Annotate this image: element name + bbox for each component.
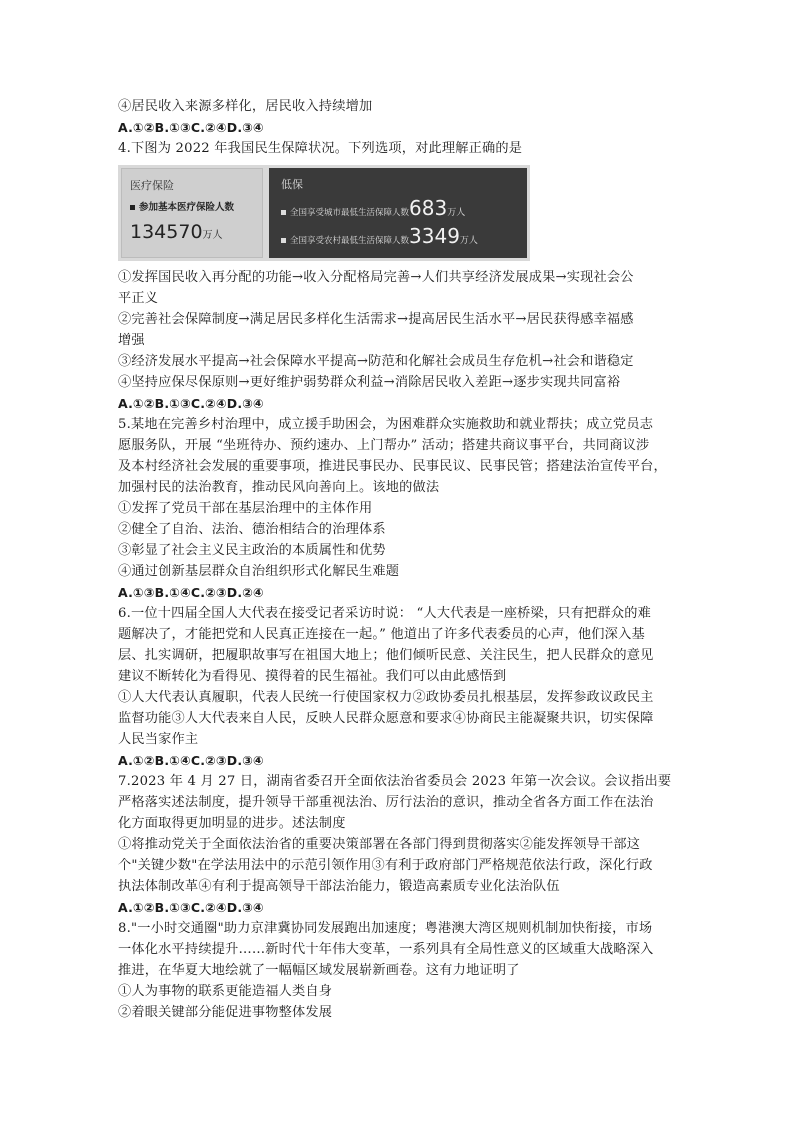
text-line: ③彰显了社会主义民主政治的本质属性和优势	[118, 543, 386, 558]
text-line: ②完善社会保障制度→满足居民多样化生活需求→提高居民生活水平→居民获得感幸福感	[118, 312, 634, 327]
medical-insurance-panel	[121, 168, 263, 258]
bullet-square-icon	[281, 238, 286, 243]
text-line: 执法体制改革④有利于提高领导干部法治能力，锻造高素质专业化法治队伍	[118, 879, 560, 894]
bullet-square-icon	[130, 205, 135, 210]
text-line: ④通过创新基层群众自治组织形式化解民生难题	[118, 564, 400, 579]
text-line: ④居民收入来源多样化，居民收入持续增加	[118, 99, 373, 114]
question-6-stem: 6.一位十四届全国人大代表在接受记者采访时说： “人大代表是一座桥梁，只有把群众的难	[118, 606, 652, 621]
text-line: 平正义	[118, 291, 159, 306]
text-line: ①将推动党关于全面依法治省的重要决策部署在各部门得到贯彻落实②能发挥领导干部这	[118, 837, 641, 852]
panel-label: 参加基本医疗保险人数	[139, 202, 235, 213]
text-line: 层、扎实调研，把履职故事写在祖国大地上；他们倾听民意、关注民生，把人民群众的意见	[118, 648, 654, 663]
text-line: 增强	[118, 333, 145, 348]
text-line: 愿服务队，开展 “坐班待办、预约速办、上门帮办” 活动；搭建共商议事平台，共同商议涉	[118, 438, 650, 453]
text-line: ①人大代表认真履职，代表人民统一行使国家权力②政协委员扎根基层，发挥参政议政民主	[118, 690, 654, 705]
answer-options: A.①③B.①④C.②③D.②④	[118, 585, 264, 600]
text-line: ②着眼关键部分能促进事物整体发展	[118, 1005, 333, 1020]
text-line: ①发挥了党员干部在基层治理中的主体作用	[118, 501, 373, 516]
text-line: 加强村民的法治教育，推动民风向善向上。该地的做法	[118, 480, 440, 495]
panel-title: 低保	[281, 178, 303, 191]
unit: 万人	[202, 230, 223, 241]
text-line: 及本村经济社会发展的重要事项，推进民事民办、民事民议、民事民管；搭建法治宣传平台，	[118, 459, 667, 474]
answer-options: A.①②B.①④C.②③D.③④	[118, 753, 264, 768]
text-line: 推进，在华夏大地绘就了一幅幅区域发展崭新画卷。这有力地证明了	[118, 963, 520, 978]
livelihood-security-figure	[118, 165, 530, 261]
rural-label: 全国享受农村最低生活保障人数	[290, 236, 410, 246]
text-line: 严格落实述法制度，提升领导干部重视法治、厉行法治的意识，推动全省各方面工作在法治	[118, 795, 654, 810]
document-page	[118, 96, 678, 1023]
urban-count: 683	[409, 196, 448, 220]
rural-count: 3349	[409, 224, 460, 248]
text-line: ①人为事物的联系更能造福人类自身	[118, 984, 333, 999]
text-line: ①发挥国民收入再分配的功能→收入分配格局完善→人们共享经济发展成果→实现社会公	[118, 270, 634, 285]
panel-title: 医疗保险	[130, 179, 174, 192]
question-4-stem: 4.下图为 2022 年我国民生保障状况。下列选项，对此理解正确的是	[118, 141, 523, 156]
text-line: 监督功能③人大代表来自人民，反映人民群众愿意和要求④协商民主能凝聚共识，切实保障	[118, 711, 654, 726]
text-line: 题解决了，才能把党和人民真正连接在一起。” 他道出了许多代表委员的心声，他们深入基	[118, 627, 645, 642]
answer-options: A.①②B.①③C.②④D.③④	[118, 120, 264, 135]
text-line: 一体化水平持续提升……新时代十年伟大变革，一系列具有全局性意义的区域重大战略深入	[118, 942, 654, 957]
text-line: ②健全了自治、法治、德治相结合的治理体系	[118, 522, 386, 537]
text-line: 建议不断转化为看得见、摸得着的民生福祉。我们可以由此感悟到	[118, 669, 507, 684]
unit: 万人	[459, 236, 478, 246]
answer-options: A.①②B.①③C.②④D.③④	[118, 396, 264, 411]
question-8-stem: 8."一小时交通圈"助力京津冀协同发展跑出加速度；粤港澳大湾区规则机制加快衔接，市场	[118, 921, 653, 936]
bullet-square-icon	[281, 210, 286, 215]
text-line: 个"关键少数"在学法用法中的示范引领作用③有利于政府部门严格规范依法行政，深化行政	[118, 858, 653, 873]
insured-count: 134570	[130, 221, 203, 243]
subsistence-allowance-panel	[269, 168, 527, 258]
text-line: 人民当家作主	[118, 732, 199, 747]
text-line: 化方面取得更加明显的进步。述法制度	[118, 816, 346, 831]
unit: 万人	[447, 208, 466, 218]
text-line: ③经济发展水平提高→社会保障水平提高→防范和化解社会成员生存危机→社会和谐稳定	[118, 354, 634, 369]
text-line: ④坚持应保尽保原则→更好维护弱势群众利益→消除居民收入差距→逐步实现共同富裕	[118, 375, 621, 390]
question-5-stem: 5.某地在完善乡村治理中，成立援手助困会，为困难群众实施救助和就业帮扶；成立党员志	[118, 417, 654, 432]
question-7-stem: 7.2023 年 4 月 27 日，湖南省委召开全面依法治省委员会 2023 年第一次会议。会议指出要	[118, 774, 672, 789]
answer-options: A.①②B.①③C.②④D.③④	[118, 900, 264, 915]
urban-label: 全国享受城市最低生活保障人数	[290, 208, 410, 218]
